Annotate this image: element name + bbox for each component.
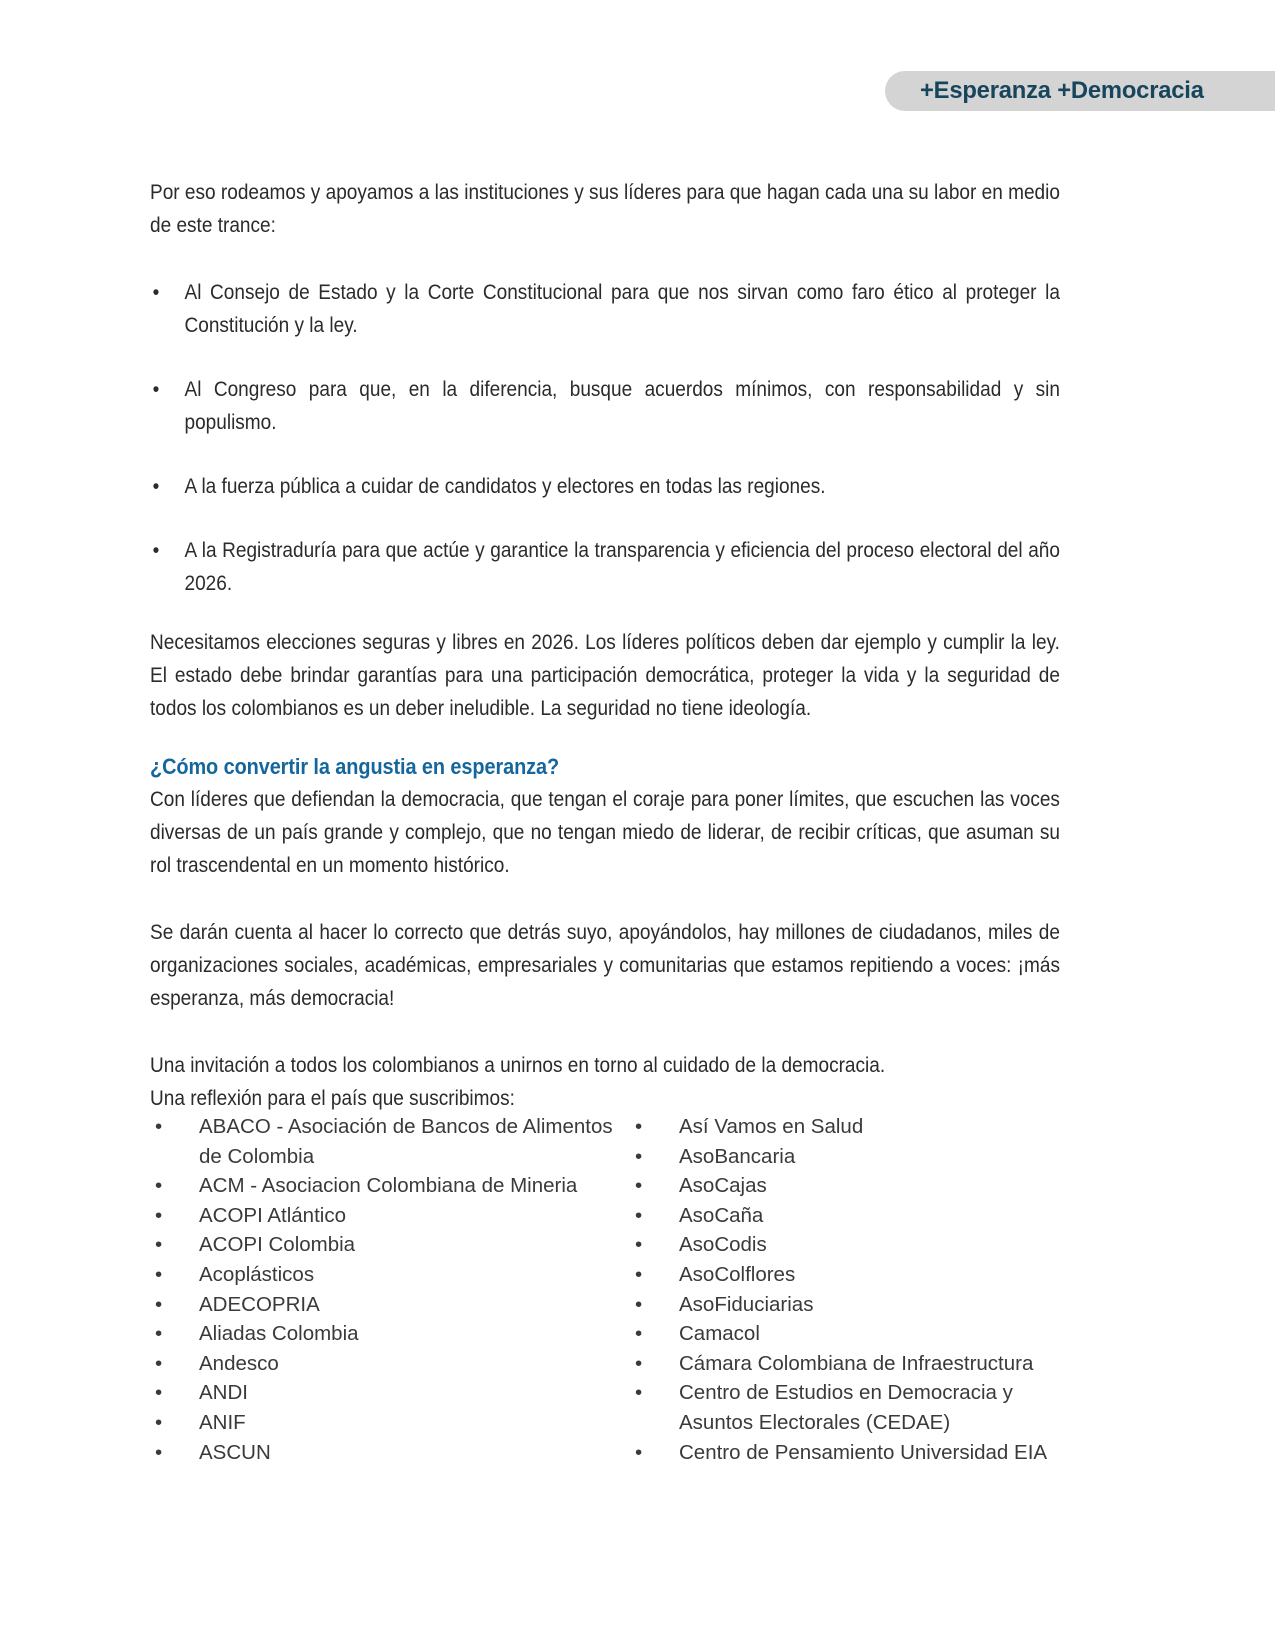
list-item [150, 1260, 630, 1290]
bullet-icon: • [635, 1203, 643, 1227]
narrow-text-block [150, 176, 1060, 1115]
bullet-icon: • [635, 1174, 643, 1198]
bullet-icon: • [152, 377, 160, 401]
list-item [150, 1408, 630, 1438]
bullet-icon: • [635, 1262, 643, 1286]
list-item-label: Andesco [199, 1351, 279, 1375]
bullet-icon: • [635, 1381, 643, 1405]
leaders-paragraph: Con líderes que defiendan la democracia, que tengan el coraje para poner límites, que escuchen las voces diversas de un país grande y complejo, que no tengan miedo de liderar, de recibir críticas, que asuman su rol trascendental en un momento histórico. [150, 787, 1060, 877]
list-item [630, 1319, 1070, 1349]
bullet-icon: • [635, 1233, 643, 1257]
bullet-icon: • [635, 1440, 643, 1464]
list-item [150, 1112, 630, 1171]
list-item-label: ANDI [199, 1381, 248, 1405]
realization-paragraph: Se darán cuenta al hacer lo correcto que detrás suyo, apoyándolos, hay millones de ciudadanos, miles de organizaciones sociales, académicas, empresariales y comunitarias que estamos repitiendo a voces: ¡más esperanza, más democracia! [150, 920, 1060, 1010]
signatory-list-left [150, 1112, 630, 1467]
list-item-label: Acoplásticos [199, 1262, 315, 1286]
list-item [630, 1260, 1070, 1290]
list-item-label: Al Consejo de Estado y la Corte Constitucional para que nos sirvan como faro ético al proteger la Constitución y la ley. [184, 280, 1060, 337]
list-item-label: Centro de Estudios en Democracia y Asuntos Electorales (CEDAE) [679, 1381, 1013, 1434]
list-item-label: AsoColflores [679, 1262, 796, 1286]
bullet-icon: • [152, 474, 160, 498]
bullet-icon: • [155, 1440, 163, 1464]
list-item-label: ACOPI Atlántico [199, 1203, 346, 1227]
bullet-icon: • [635, 1144, 643, 1168]
bullet-icon: • [155, 1410, 163, 1434]
list-item [150, 1171, 630, 1201]
list-item [630, 1438, 1070, 1468]
list-item [630, 1112, 1070, 1142]
elections-paragraph: Necesitamos elecciones seguras y libres en 2026. Los líderes políticos deben dar ejemplo y cumplir la ley. El estado debe brindar garantías para una participación democrática, proteger la vida y la seguridad de todos los colombianos es un deber ineludible. La seguridad no tiene ideología. [150, 630, 1060, 720]
document-body [150, 176, 1060, 1115]
intro-paragraph: Por eso rodeamos y apoyamos a las instituciones y sus líderes para que hagan cada una su labor en medio de este trance: [150, 180, 1060, 237]
header-badge-label: +Esperanza +Democracia [920, 77, 1204, 104]
bullet-icon: • [635, 1351, 643, 1375]
list-item-label: ABACO - Asociación de Bancos de Alimentos de Colombia [199, 1115, 613, 1168]
bullet-icon: • [155, 1262, 163, 1286]
invitation-line-1: Una invitación a todos los colombianos a unirnos en torno al cuidado de la democracia. [150, 1053, 886, 1077]
invitation-line-2: Una reflexión para el país que suscribimos: [150, 1086, 515, 1110]
spacer [150, 242, 1060, 276]
list-item [150, 1349, 630, 1379]
spacer [150, 882, 1060, 916]
list-item-label: AsoCajas [679, 1174, 767, 1198]
bullet-icon: • [155, 1233, 163, 1257]
bullet-icon: • [155, 1381, 163, 1405]
list-item [630, 1142, 1070, 1172]
signatory-column-right [630, 1112, 1070, 1467]
bullet-icon: • [635, 1322, 643, 1346]
list-item-label: ACM - Asociacion Colombiana de Mineria [199, 1174, 578, 1198]
list-item [150, 373, 1060, 439]
spacer [150, 600, 1060, 626]
bullet-icon: • [155, 1292, 163, 1316]
list-item-label: Cámara Colombiana de Infraestructura [679, 1351, 1034, 1375]
list-item [150, 470, 1060, 503]
list-item [630, 1378, 1070, 1437]
list-item-label: A la Registraduría para que actúe y garantice la transparencia y eficiencia del proceso electoral del año 2026. [184, 538, 1060, 595]
list-item [630, 1349, 1070, 1379]
list-item-label: Al Congreso para que, en la diferencia, busque acuerdos mínimos, con responsabilidad y sin populismo. [184, 377, 1060, 434]
bullet-icon: • [155, 1322, 163, 1346]
bullet-icon: • [635, 1115, 643, 1138]
header-badge [885, 71, 1275, 111]
list-item-label: AsoCaña [679, 1203, 764, 1227]
list-item-label: AsoFiduciarias [679, 1292, 814, 1316]
list-item-label: ASCUN [199, 1440, 271, 1464]
list-item-label: ADECOPRIA [199, 1292, 320, 1316]
bullet-icon: • [155, 1351, 163, 1375]
spacer [150, 725, 1060, 751]
list-item [150, 1438, 630, 1468]
list-item-label: A la fuerza pública a cuidar de candidatos y electores en todas las regiones. [184, 474, 826, 498]
spacer [150, 1015, 1060, 1049]
list-item [150, 534, 1060, 600]
list-item [630, 1290, 1070, 1320]
list-item [150, 276, 1060, 342]
section-heading: ¿Cómo convertir la angustia en esperanza? [150, 754, 560, 779]
list-item-label: ACOPI Colombia [199, 1233, 356, 1257]
list-item [150, 1319, 630, 1349]
bullet-icon: • [152, 538, 160, 562]
bullet-icon: • [155, 1115, 163, 1138]
bullet-icon: • [155, 1203, 163, 1227]
list-item-label: ANIF [199, 1410, 246, 1434]
bullet-icon: • [155, 1174, 163, 1198]
signatory-list-right [630, 1112, 1070, 1467]
list-item-label: Camacol [679, 1322, 760, 1346]
list-item-label: Centro de Pensamiento Universidad EIA [679, 1440, 1048, 1464]
list-item [630, 1201, 1070, 1231]
list-item-label: AsoCodis [679, 1233, 767, 1257]
signatory-column-left [150, 1112, 630, 1467]
bullet-icon: • [635, 1292, 643, 1316]
list-item [630, 1171, 1070, 1201]
list-item-label: Así Vamos en Salud [679, 1115, 864, 1138]
list-item [150, 1201, 630, 1231]
list-item-label: AsoBancaria [679, 1144, 796, 1168]
list-item [630, 1230, 1070, 1260]
signatory-columns [150, 1112, 1070, 1467]
list-item-label: Aliadas Colombia [199, 1322, 359, 1346]
institution-bullet-list [150, 276, 1060, 600]
list-item [150, 1230, 630, 1260]
list-item [150, 1378, 630, 1408]
list-item [150, 1290, 630, 1320]
page-header [0, 71, 1275, 111]
bullet-icon: • [152, 280, 160, 304]
